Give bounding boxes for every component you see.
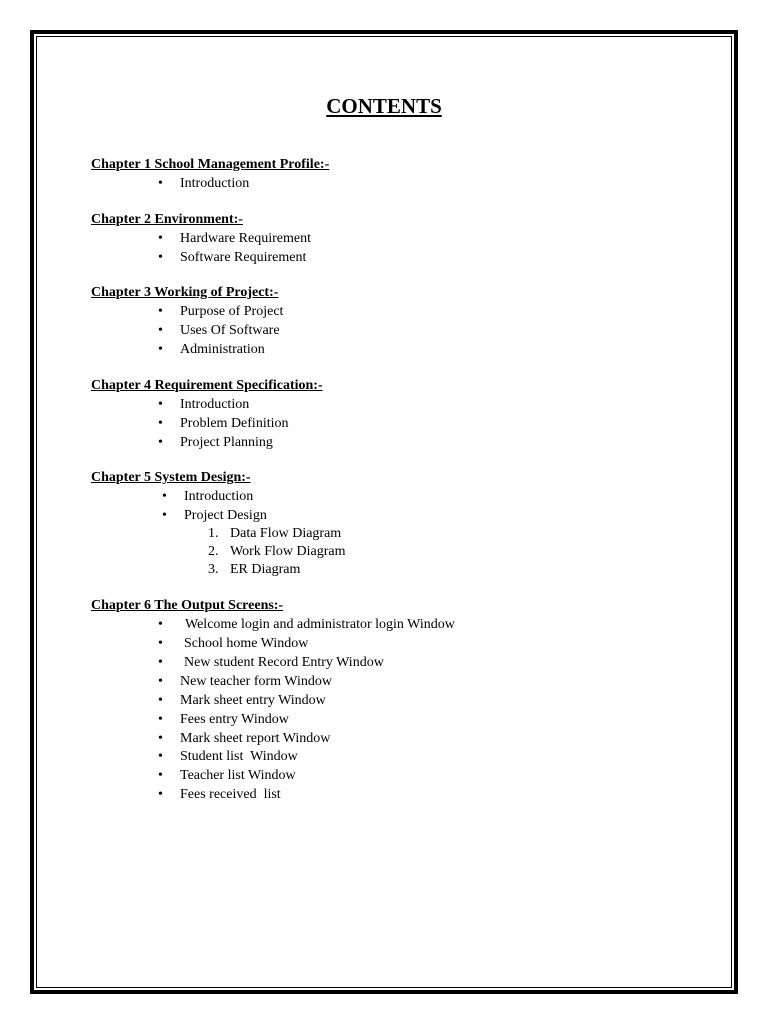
bullet-icon: • (158, 323, 163, 338)
bullet-icon: • (162, 508, 167, 523)
bullet-icon: • (158, 749, 163, 764)
bullet-icon: • (158, 693, 163, 708)
chapter-3-heading: Chapter 3 Working of Project:- (91, 285, 279, 300)
bullet-icon: • (158, 636, 163, 651)
chapter-4-heading: Chapter 4 Requirement Specification:- (91, 378, 323, 393)
bullet-icon: • (158, 231, 163, 246)
bullet-icon: • (158, 250, 163, 265)
page-border-inner (36, 36, 732, 988)
bullet-icon: • (158, 397, 163, 412)
bullet-icon: • (158, 176, 163, 191)
page-title: CONTENTS (326, 94, 442, 118)
bullet-icon: • (158, 674, 163, 689)
bullet-icon: • (158, 416, 163, 431)
bullet-icon: • (158, 787, 163, 802)
bullet-icon: • (158, 655, 163, 670)
bullet-icon: • (158, 731, 163, 746)
bullet-icon: • (158, 617, 163, 632)
chapter-5-heading: Chapter 5 System Design:- (91, 470, 251, 485)
bullet-icon: • (158, 304, 163, 319)
chapter-2-heading: Chapter 2 Environment:- (91, 212, 243, 227)
bullet-icon: • (158, 435, 163, 450)
bullet-icon: • (158, 712, 163, 727)
chapter-6-heading: Chapter 6 The Output Screens:- (91, 598, 284, 613)
bullet-icon: • (158, 342, 163, 357)
bullet-icon: • (162, 489, 167, 504)
bullet-icon: • (158, 768, 163, 783)
chapter-1-heading: Chapter 1 School Management Profile:- (91, 157, 330, 172)
